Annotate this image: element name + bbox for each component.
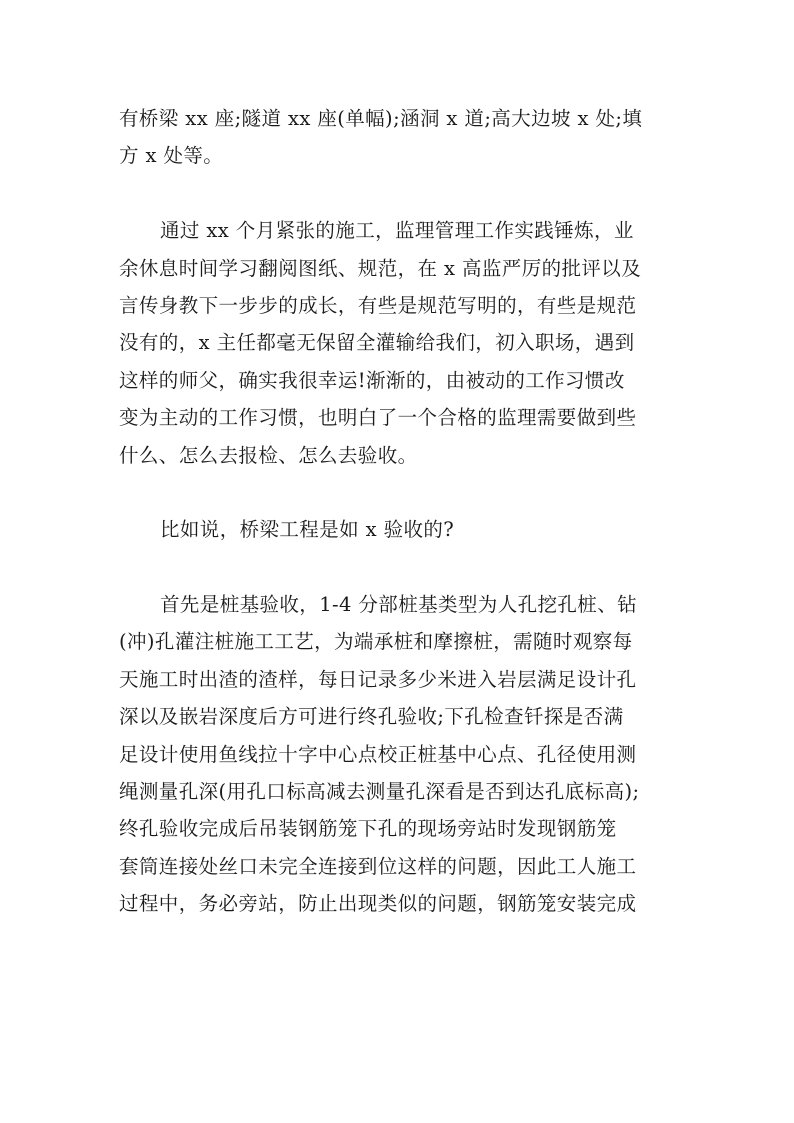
paragraph-pile-acceptance: [119, 586, 679, 923]
text-line: 变为主动的工作习惯，也明白了一个合格的监理需要做到些: [119, 406, 637, 430]
text-line: 深以及嵌岩深度后方可进行终孔验收;下孔检查钎探是否满: [119, 705, 624, 729]
paragraph-question: [119, 511, 679, 548]
text-line: 什么、怎么去报检、怎么去验收。: [119, 443, 418, 467]
text-line: 方 x 处等。: [119, 144, 224, 168]
text-line: 套筒连接处丝口未完全连接到位这样的问题，因此工人施工: [119, 854, 637, 878]
text-line: 没有的，x 主任都毫无保留全灌输给我们，初入职场，遇到: [119, 331, 635, 355]
text-line: (冲)孔灌注桩施工工艺，为端承桩和摩擦桩，需随时观察每: [119, 630, 633, 654]
text-line: 通过 xx 个月紧张的施工，监理管理工作实践锤炼，业: [160, 219, 634, 243]
paragraph-experience: [119, 212, 679, 474]
paragraph-project-scope: [119, 100, 679, 175]
text-line: 言传身教下一步步的成长，有些是规范写明的，有些是规范: [119, 293, 637, 317]
text-line: 终孔验收完成后吊装钢筋笼下孔的现场旁站时发现钢筋笼: [119, 817, 617, 841]
text-line: 有桥梁 xx 座;隧道 xx 座(单幅);涵洞 x 道;高大边坡 x 处;填: [119, 107, 643, 130]
text-line: 首先是桩基验收，1-4 分部桩基类型为人孔挖孔桩、钻: [160, 593, 638, 617]
document-body: [119, 100, 679, 923]
text-line: 绳测量孔深(用孔口标高减去测量孔深看是否到达孔底标高);: [119, 780, 640, 804]
text-line: 这样的师父，确实我很幸运!渐渐的，由被动的工作习惯改: [119, 368, 625, 392]
text-line: 比如说，桥梁工程是如 x 验收的?: [160, 518, 455, 542]
text-line: 余休息时间学习翻阅图纸、规范，在 x 高监严厉的批评以及: [119, 256, 642, 280]
text-line: 足设计使用鱼线拉十字中心点校正桩基中心点、孔径使用测: [119, 742, 637, 766]
text-line: 过程中，务必旁站，防止出现类似的问题，钢筋笼安装完成: [119, 892, 637, 916]
text-line: 天施工时出渣的渣样，每日记录多少米进入岩层满足设计孔: [119, 667, 637, 691]
